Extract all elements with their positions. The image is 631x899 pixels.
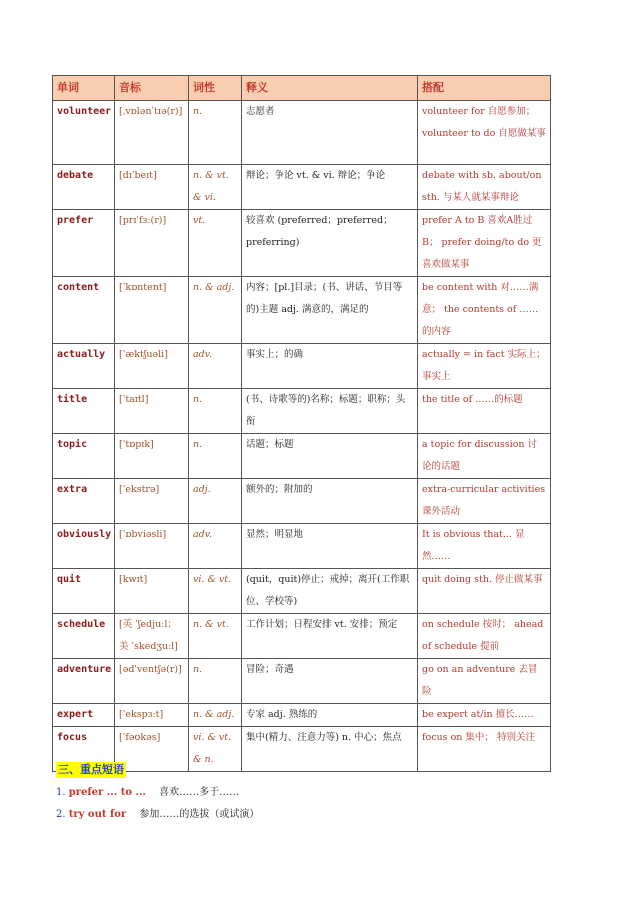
phrase-item [56,808,259,822]
collocation-cell: prefer A to B 喜欢A胜过B； prefer doing/to do 更喜欢做某事 [418,210,551,277]
meaning-cell: 辩论；争论 vt. & vi. 辩论；争论 [242,165,418,210]
pos-cell: n. & vt. [189,614,242,659]
word-cell: extra [53,479,115,524]
collocation-cell: debate with sb. about/on sth. 与某人就某事辩论 [418,165,551,210]
pos-cell: n. [189,389,242,434]
collocation-cell: volunteer for 自愿参加；volunteer to do 自愿做某事 [418,101,551,165]
meaning-cell: 集中(精力、注意力等) n. 中心；焦点 [242,727,418,772]
pos-cell: vi. & vt. [189,569,242,614]
meaning-cell: 显然；明显地 [242,524,418,569]
pos-cell: n. [189,101,242,165]
collocation-cell: the title of ……的标题 [418,389,551,434]
table-row [53,434,551,479]
meaning-cell: 额外的；附加的 [242,479,418,524]
word-cell: topic [53,434,115,479]
meaning-cell: 内容；[pl.]目录；(书、讲话、节目等的)主题 adj. 满意的，满足的 [242,277,418,344]
table-row [53,704,551,727]
phonetic-cell: [英 ˈʃedjuːl；美 ˈskedʒuːl] [115,614,189,659]
pos-cell: vt. [189,210,242,277]
vocabulary-table [52,75,551,772]
collocation-cell: extra-curricular activities 课外活动 [418,479,551,524]
word-cell: quit [53,569,115,614]
word-cell: volunteer [53,101,115,165]
phonetic-cell: [ˈekstrə] [115,479,189,524]
phonetic-cell: [ˈæktʃuəli] [115,344,189,389]
word-cell: expert [53,704,115,727]
table-row [53,727,551,772]
table-row [53,569,551,614]
pos-cell: n. & vt. & vi. [189,165,242,210]
collocation-cell: be content with 对……满意； the contents of ……的内容 [418,277,551,344]
phonetic-cell: [kwɪt] [115,569,189,614]
collocation-cell: It is obvious that... 显然…… [418,524,551,569]
header-word: 单词 [53,76,115,101]
word-cell: adventure [53,659,115,704]
collocation-cell: quit doing sth. 停止做某事 [418,569,551,614]
word-cell: obviously [53,524,115,569]
table-row [53,479,551,524]
word-cell: actually [53,344,115,389]
table-row [53,277,551,344]
collocation-cell: go on an adventure 去冒险 [418,659,551,704]
collocation-cell: be expert at/in 擅长…… [418,704,551,727]
pos-cell: n. & adj. [189,704,242,727]
meaning-cell: 志愿者 [242,101,418,165]
word-cell: prefer [53,210,115,277]
header-phonetic: 音标 [115,76,189,101]
phrase-item [56,786,239,800]
table-row [53,659,551,704]
header-pos: 词性 [189,76,242,101]
word-cell: schedule [53,614,115,659]
pos-cell: adv. [189,524,242,569]
meaning-cell: 工作计划；日程安排 vt. 安排；预定 [242,614,418,659]
meaning-cell: 事实上；的确 [242,344,418,389]
phonetic-cell: [ˈekspɜːt] [115,704,189,727]
meaning-cell: 专家 adj. 熟练的 [242,704,418,727]
table-row [53,614,551,659]
phrase-english: try out for [68,809,127,820]
word-cell: debate [53,165,115,210]
phonetic-cell: [prɪˈfɜː(r)] [115,210,189,277]
phonetic-cell: [dɪˈbeɪt] [115,165,189,210]
pos-cell: n. [189,659,242,704]
phonetic-cell: [ˈtaɪtl] [115,389,189,434]
phonetic-cell: [ˈɒbviəsli] [115,524,189,569]
phrase-english: prefer ... to ... [68,787,146,798]
phonetic-cell: [ˌvɒlənˈtɪə(r)] [115,101,189,165]
pos-cell: n. [189,434,242,479]
pos-cell: adj. [189,479,242,524]
meaning-cell: 冒险；奇遇 [242,659,418,704]
meaning-cell: 话题；标题 [242,434,418,479]
collocation-cell: on schedule 按时； ahead of schedule 提前 [418,614,551,659]
table-row [53,101,551,165]
word-cell: content [53,277,115,344]
pos-cell: adv. [189,344,242,389]
section-title: 三、重点短语 [58,763,124,776]
table-header-row [53,76,551,101]
phonetic-cell: [ˈfəʊkəs] [115,727,189,772]
phrase-number: 1. [56,787,66,798]
phrase-number: 2. [56,809,66,820]
meaning-cell: (书、诗歌等的)名称；标题；职称；头衔 [242,389,418,434]
table-row [53,389,551,434]
phonetic-cell: [ədˈventʃə(r)] [115,659,189,704]
header-meaning: 释义 [242,76,418,101]
phrase-chinese: 喜欢……多于…… [159,787,240,798]
meaning-cell: (quit，quit)停止；戒掉；离开(工作职位、学校等) [242,569,418,614]
meaning-cell: 较喜欢 (preferred；preferred；preferring) [242,210,418,277]
phrase-chinese: 参加……的选拔（或试演） [139,809,260,820]
word-cell: title [53,389,115,434]
pos-cell: vi. & vt. & n. [189,727,242,772]
phonetic-cell: [ˈkɒntent] [115,277,189,344]
header-collocation: 搭配 [418,76,551,101]
table-row [53,344,551,389]
collocation-cell: actually = in fact 实际上；事实上 [418,344,551,389]
collocation-cell: a topic for discussion 讨论的话题 [418,434,551,479]
table-row [53,524,551,569]
collocation-cell: focus on 集中； 特别关注 [418,727,551,772]
pos-cell: n. & adj. [189,277,242,344]
phonetic-cell: [ˈtɒpɪk] [115,434,189,479]
table-row [53,210,551,277]
word-cell: focus [53,727,115,772]
table-row [53,165,551,210]
